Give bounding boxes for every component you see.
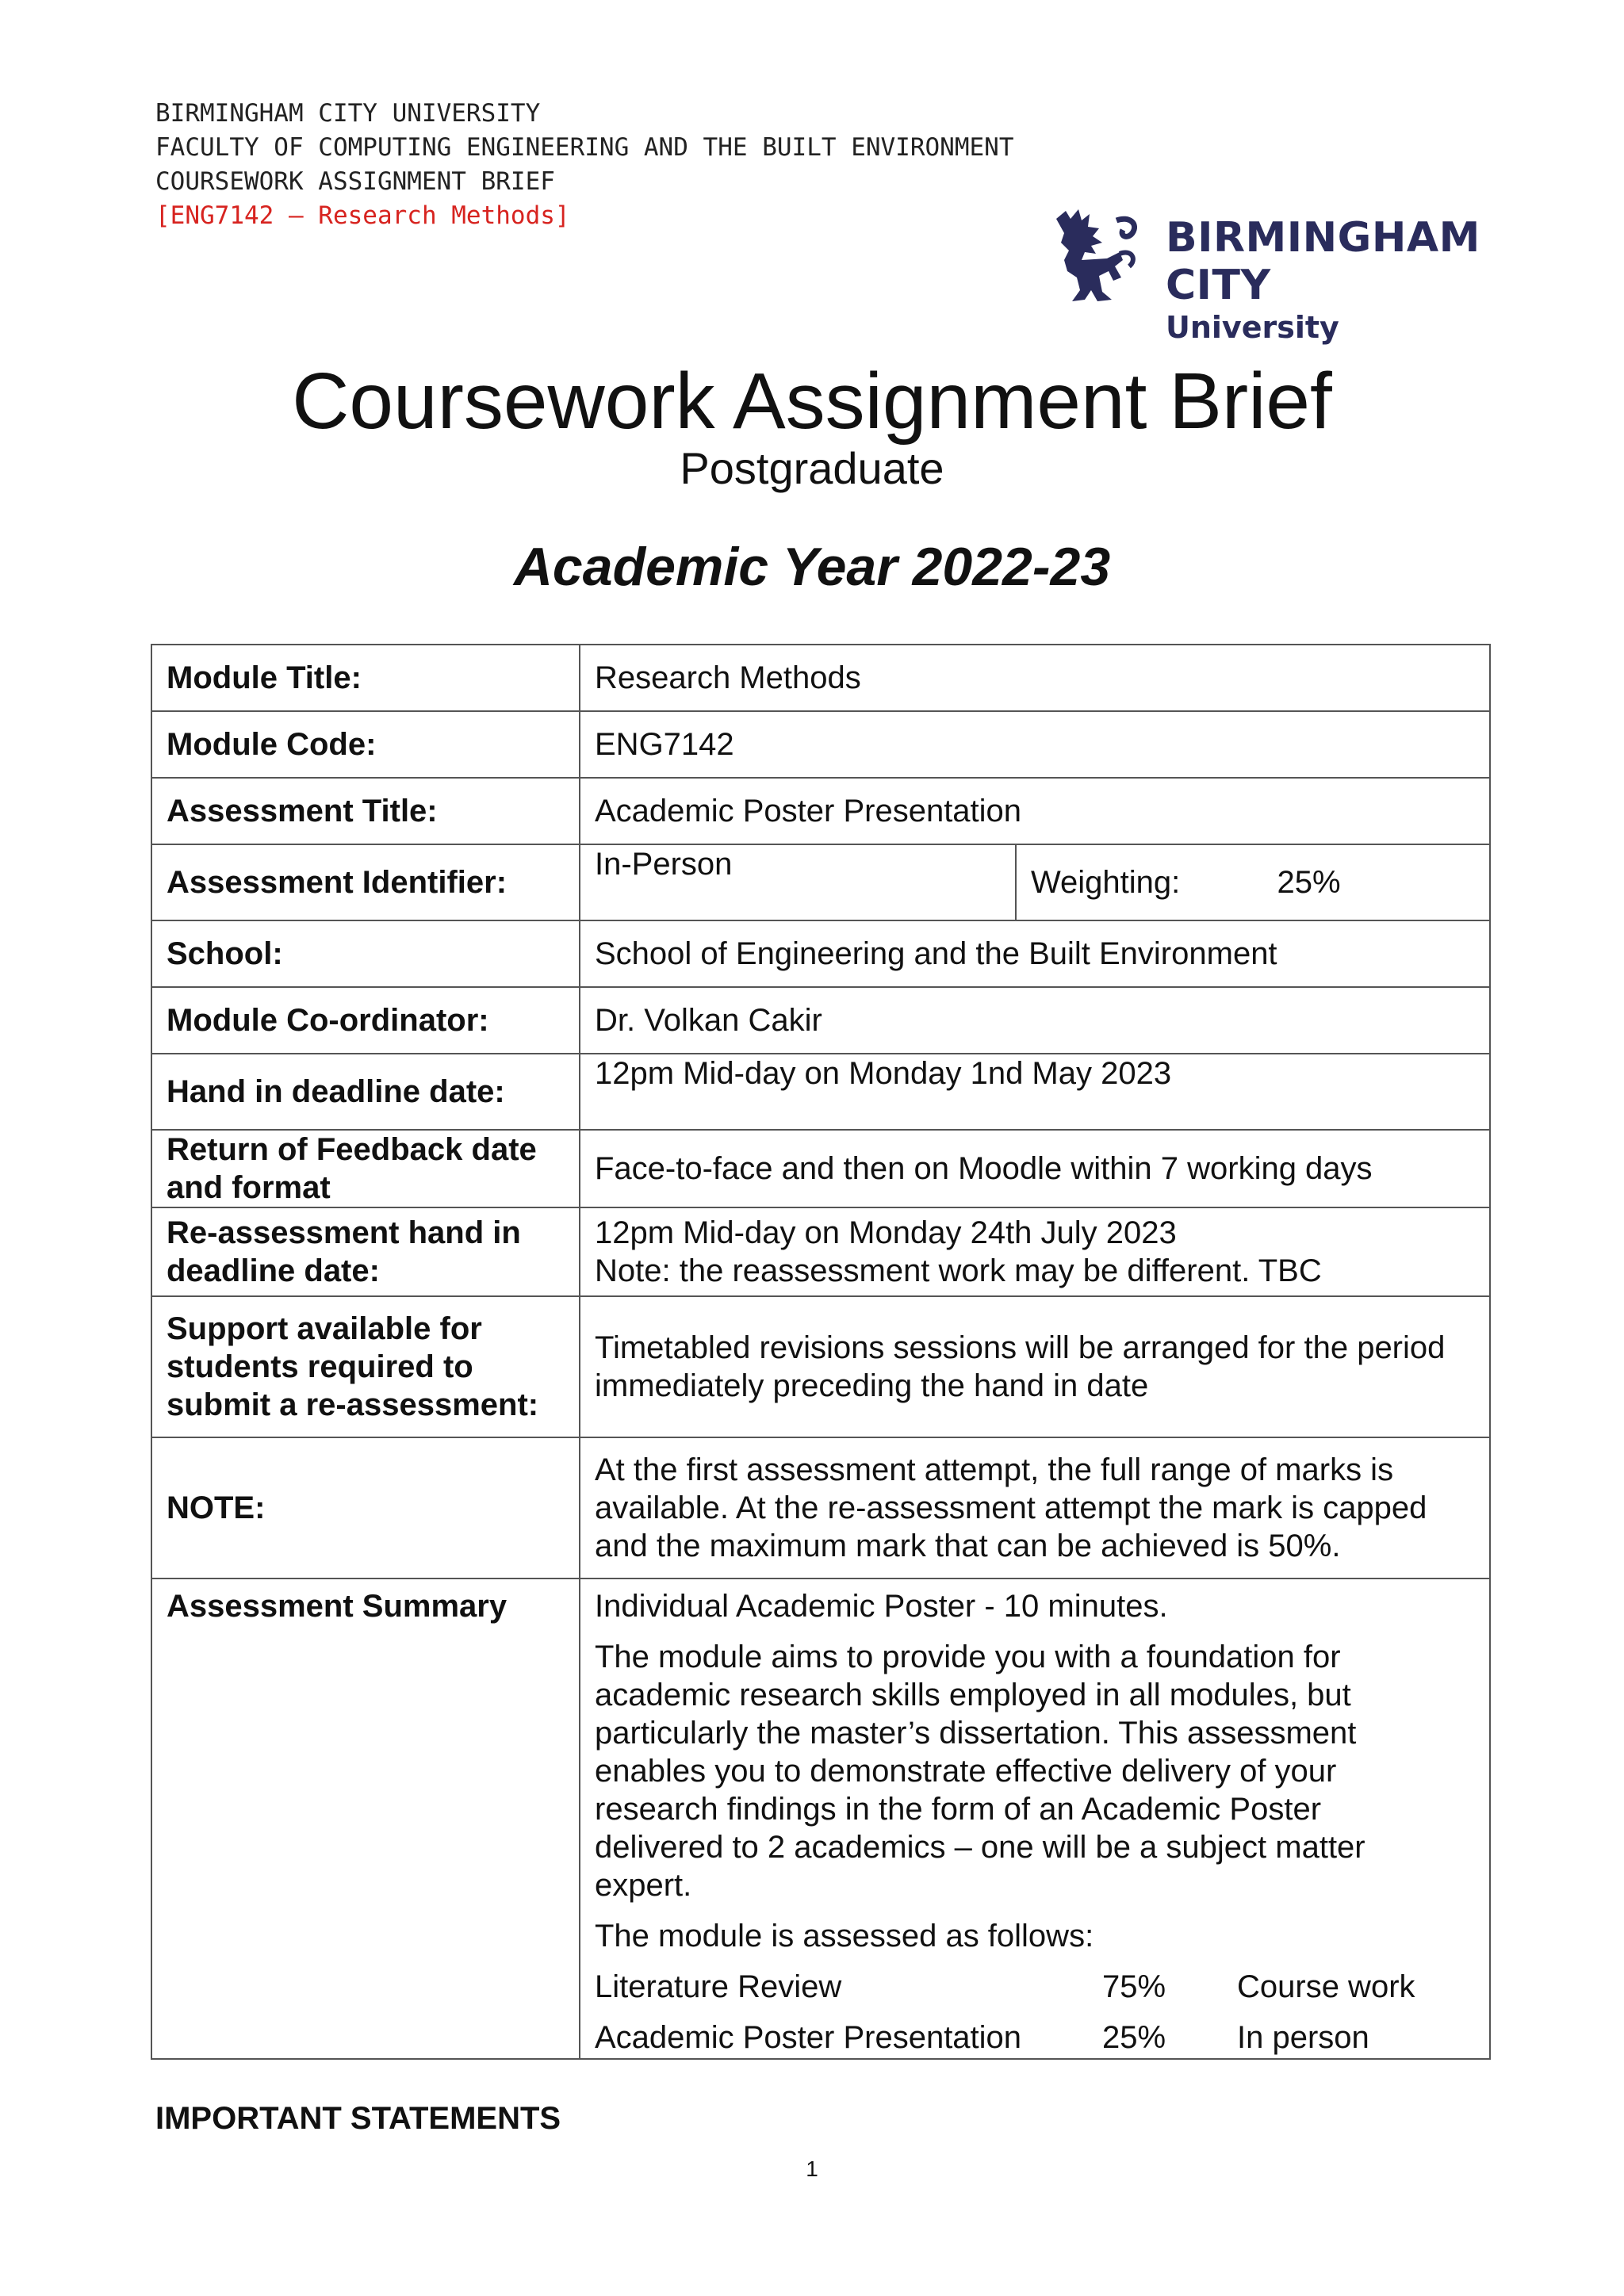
table-row — [151, 1296, 1490, 1437]
table-row — [151, 920, 1490, 987]
weighting-value: 25% — [1277, 865, 1341, 900]
label-note: NOTE: — [151, 1437, 580, 1578]
value-note-line: At the first assessment attempt, the full range of marks is — [595, 1452, 1394, 1487]
weighting-cell — [1016, 844, 1490, 920]
label-deadline: Hand in deadline date: — [151, 1054, 580, 1130]
label-reassessment — [151, 1207, 580, 1296]
label-support-line: submit a re-assessment: — [167, 1387, 539, 1422]
value-support-line: Timetabled revisions sessions will be arranged for the period — [595, 1330, 1446, 1365]
value-assessment-title: Academic Poster Presentation — [580, 778, 1490, 844]
table-row — [151, 844, 1490, 920]
table-row — [151, 1437, 1490, 1578]
value-module-title: Research Methods — [580, 645, 1490, 711]
label-reassessment-line: Re-assessment hand in — [167, 1215, 521, 1250]
university-logo — [1032, 198, 1516, 345]
summary-line: research findings in the form of an Academic Poster — [595, 1792, 1322, 1827]
component-name: Academic Poster Presentation — [595, 2020, 1022, 2055]
value-school: School of Engineering and the Built Environment — [580, 920, 1490, 987]
summary-line: particularly the master’s dissertation. This assessment — [595, 1716, 1357, 1751]
summary-description — [595, 1638, 1475, 1904]
summary-intro: Individual Academic Poster - 10 minutes. — [595, 1589, 1168, 1624]
page-number: 1 — [806, 2156, 818, 2181]
component-name: Literature Review — [595, 1969, 842, 2004]
value-summary — [580, 1578, 1490, 2059]
important-statements-heading: IMPORTANT STATEMENTS — [155, 2101, 561, 2136]
component-percent: 25% — [1102, 2020, 1166, 2055]
assessment-component-row — [595, 2019, 1475, 2057]
assessment-component-row — [595, 1968, 1475, 2006]
component-type: In person — [1237, 2020, 1369, 2055]
label-reassessment-line: deadline date: — [167, 1253, 380, 1288]
label-school: School: — [151, 920, 580, 987]
table-row — [151, 778, 1490, 844]
value-module-code: ENG7142 — [580, 711, 1490, 778]
label-feedback-line: Return of Feedback date — [167, 1132, 537, 1167]
academic-year: Academic Year 2022-23 — [513, 537, 1111, 597]
value-note-line: available. At the re-assessment attempt the mark is capped — [595, 1490, 1427, 1525]
value-feedback: Face-to-face and then on Moodle within 7 working days — [580, 1130, 1490, 1207]
weighting-label: Weighting: — [1031, 865, 1181, 900]
value-reassessment-line: 12pm Mid-day on Monday 24th July 2023 — [595, 1215, 1177, 1250]
summary-line: enables you to demonstrate effective delivery of your — [595, 1754, 1337, 1789]
value-assessment-identifier: In-Person — [580, 844, 1016, 920]
table-row — [151, 1207, 1490, 1296]
logo-wordmark — [1166, 214, 1516, 346]
value-support-line: immediately preceding the hand in date — [595, 1368, 1149, 1403]
label-module-code: Module Code: — [151, 711, 580, 778]
value-coordinator: Dr. Volkan Cakir — [580, 987, 1490, 1054]
header-faculty: FACULTY OF COMPUTING ENGINEERING AND THE BUILT ENVIRONMENT — [155, 133, 1014, 162]
label-support — [151, 1296, 580, 1437]
page-title: Coursework Assignment Brief — [292, 357, 1332, 446]
header-brief: COURSEWORK ASSIGNMENT BRIEF — [155, 167, 555, 196]
summary-line: The module aims to provide you with a foundation for — [595, 1640, 1341, 1674]
summary-line: expert. — [595, 1868, 692, 1903]
lion-crest-icon — [1040, 205, 1151, 308]
table-row — [151, 1578, 1490, 2059]
label-coordinator: Module Co-ordinator: — [151, 987, 580, 1054]
assignment-table — [151, 644, 1491, 2060]
value-note-line: and the maximum mark that can be achieved is 50%. — [595, 1529, 1341, 1563]
summary-line: delivered to 2 academics – one will be a subject matter — [595, 1830, 1365, 1865]
table-row — [151, 645, 1490, 711]
label-support-line: Support available for — [167, 1311, 482, 1346]
page-subtitle: Postgraduate — [680, 443, 944, 493]
logo-line-1: BIRMINGHAM CITY — [1166, 214, 1480, 309]
value-reassessment — [580, 1207, 1490, 1296]
table-row — [151, 987, 1490, 1054]
label-assessment-identifier: Assessment Identifier: — [151, 844, 580, 920]
value-support — [580, 1296, 1490, 1437]
label-assessment-title: Assessment Title: — [151, 778, 580, 844]
label-summary: Assessment Summary — [151, 1578, 580, 2059]
summary-line: academic research skills employed in all modules, but — [595, 1678, 1351, 1712]
table-row — [151, 711, 1490, 778]
logo-line-2: University — [1166, 310, 1339, 345]
label-feedback-line: and format — [167, 1170, 331, 1205]
value-reassessment-line: Note: the reassessment work may be different. TBC — [595, 1253, 1322, 1288]
summary-assessed-intro: The module is assessed as follows: — [595, 1919, 1094, 1954]
header-university: BIRMINGHAM CITY UNIVERSITY — [155, 99, 541, 128]
label-support-line: students required to — [167, 1349, 473, 1384]
value-deadline: 12pm Mid-day on Monday 1nd May 2023 — [580, 1054, 1490, 1130]
value-note — [580, 1437, 1490, 1578]
label-module-title: Module Title: — [151, 645, 580, 711]
component-type: Course work — [1237, 1969, 1415, 2004]
table-row — [151, 1054, 1490, 1130]
header-module: [ENG7142 – Research Methods] — [155, 201, 570, 230]
table-row — [151, 1130, 1490, 1207]
label-feedback — [151, 1130, 580, 1207]
component-percent: 75% — [1102, 1969, 1166, 2004]
document-header — [155, 97, 1014, 233]
